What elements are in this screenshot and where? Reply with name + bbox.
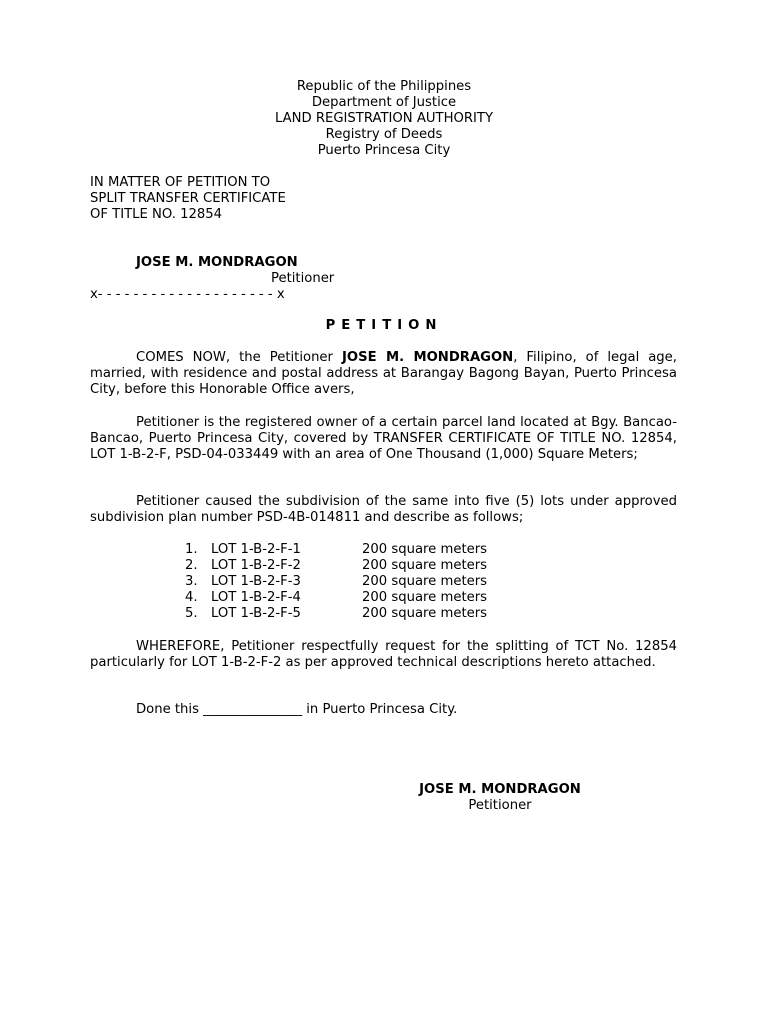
para5-text: Done this _______________ in Puerto Princesa City. (136, 702, 458, 717)
lot-number: 2. (185, 558, 198, 573)
lot-name: LOT 1-B-2-F-1 (211, 542, 301, 557)
paragraph-subdivision (90, 494, 677, 526)
list-item (185, 542, 487, 558)
header-registry: Registry of Deeds (325, 127, 443, 142)
header-authority: LAND REGISTRATION AUTHORITY (274, 111, 494, 126)
lot-area: 200 square meters (362, 542, 488, 557)
document-header (0, 79, 768, 159)
para4-text: WHEREFORE, Petitioner respectfully request for the splitting of TCT No. 12854 particularly for LOT 1-B-2-F-2 as per approved technical descriptions hereto attached. (90, 639, 677, 670)
signature-block (380, 782, 620, 814)
list-item (185, 590, 487, 606)
signature-role: Petitioner (468, 798, 532, 813)
lot-name: LOT 1-B-2-F-4 (211, 590, 301, 605)
lot-name: LOT 1-B-2-F-2 (211, 558, 301, 573)
signature-name: JOSE M. MONDRAGON (419, 782, 581, 797)
document-title: PETITION (325, 318, 443, 333)
caption-line-1: IN MATTER OF PETITION TO (90, 175, 271, 190)
header-department: Department of Justice (311, 95, 457, 110)
case-caption (90, 175, 286, 223)
lot-area: 200 square meters (362, 558, 488, 573)
paragraph-comes-now (90, 350, 677, 398)
list-item (185, 558, 487, 574)
petitioner-block (90, 255, 390, 303)
para2-text: Petitioner is the registered owner of a certain parcel land located at Bgy. Bancao-Bancao, Puerto Princesa City, covered by TRANSFER CERTIFICATE OF TITLE NO. 12854, LOT 1-B-2-F, PSD-04-033449 with an area of One Thousand (1,000) Square Meters; (90, 415, 677, 462)
para3-text: Petitioner caused the subdivision of the same into five (5) lots under approved subdivision plan number PSD-4B-014811 and describe as follows; (90, 494, 677, 525)
paragraph-wherefore (90, 639, 677, 671)
lot-number: 3. (185, 574, 198, 589)
list-item (185, 606, 487, 622)
para1-post: , Filipino, of legal age, married, with residence and postal address at Barangay Bagong Bayan, Puerto Princesa City, before this Honorable Office avers, (90, 350, 677, 397)
caption-line-3: OF TITLE NO. 12854 (90, 207, 223, 222)
lot-area: 200 square meters (362, 590, 488, 605)
petitioner-role: Petitioner (271, 271, 335, 286)
caption-line-2: SPLIT TRANSFER CERTIFICATE (90, 191, 286, 206)
lot-number: 4. (185, 590, 198, 605)
lot-list (185, 542, 487, 622)
lot-area: 200 square meters (362, 606, 488, 621)
list-item (185, 574, 487, 590)
lot-number: 1. (185, 542, 198, 557)
lot-area: 200 square meters (362, 574, 488, 589)
para1-pre: COMES NOW, the Petitioner (136, 350, 342, 365)
paragraph-ownership (90, 415, 677, 463)
header-city: Puerto Princesa City (317, 143, 451, 158)
lot-name: LOT 1-B-2-F-3 (211, 574, 301, 589)
lot-number: 5. (185, 606, 198, 621)
caption-divider: x- - - - - - - - - - - - - - - - - - - - x (90, 287, 285, 302)
header-republic: Republic of the Philippines (296, 79, 472, 94)
lot-name: LOT 1-B-2-F-5 (211, 606, 301, 621)
petitioner-name: JOSE M. MONDRAGON (136, 255, 298, 270)
para1-name: JOSE M. MONDRAGON (341, 350, 514, 365)
paragraph-done-this (90, 702, 677, 718)
